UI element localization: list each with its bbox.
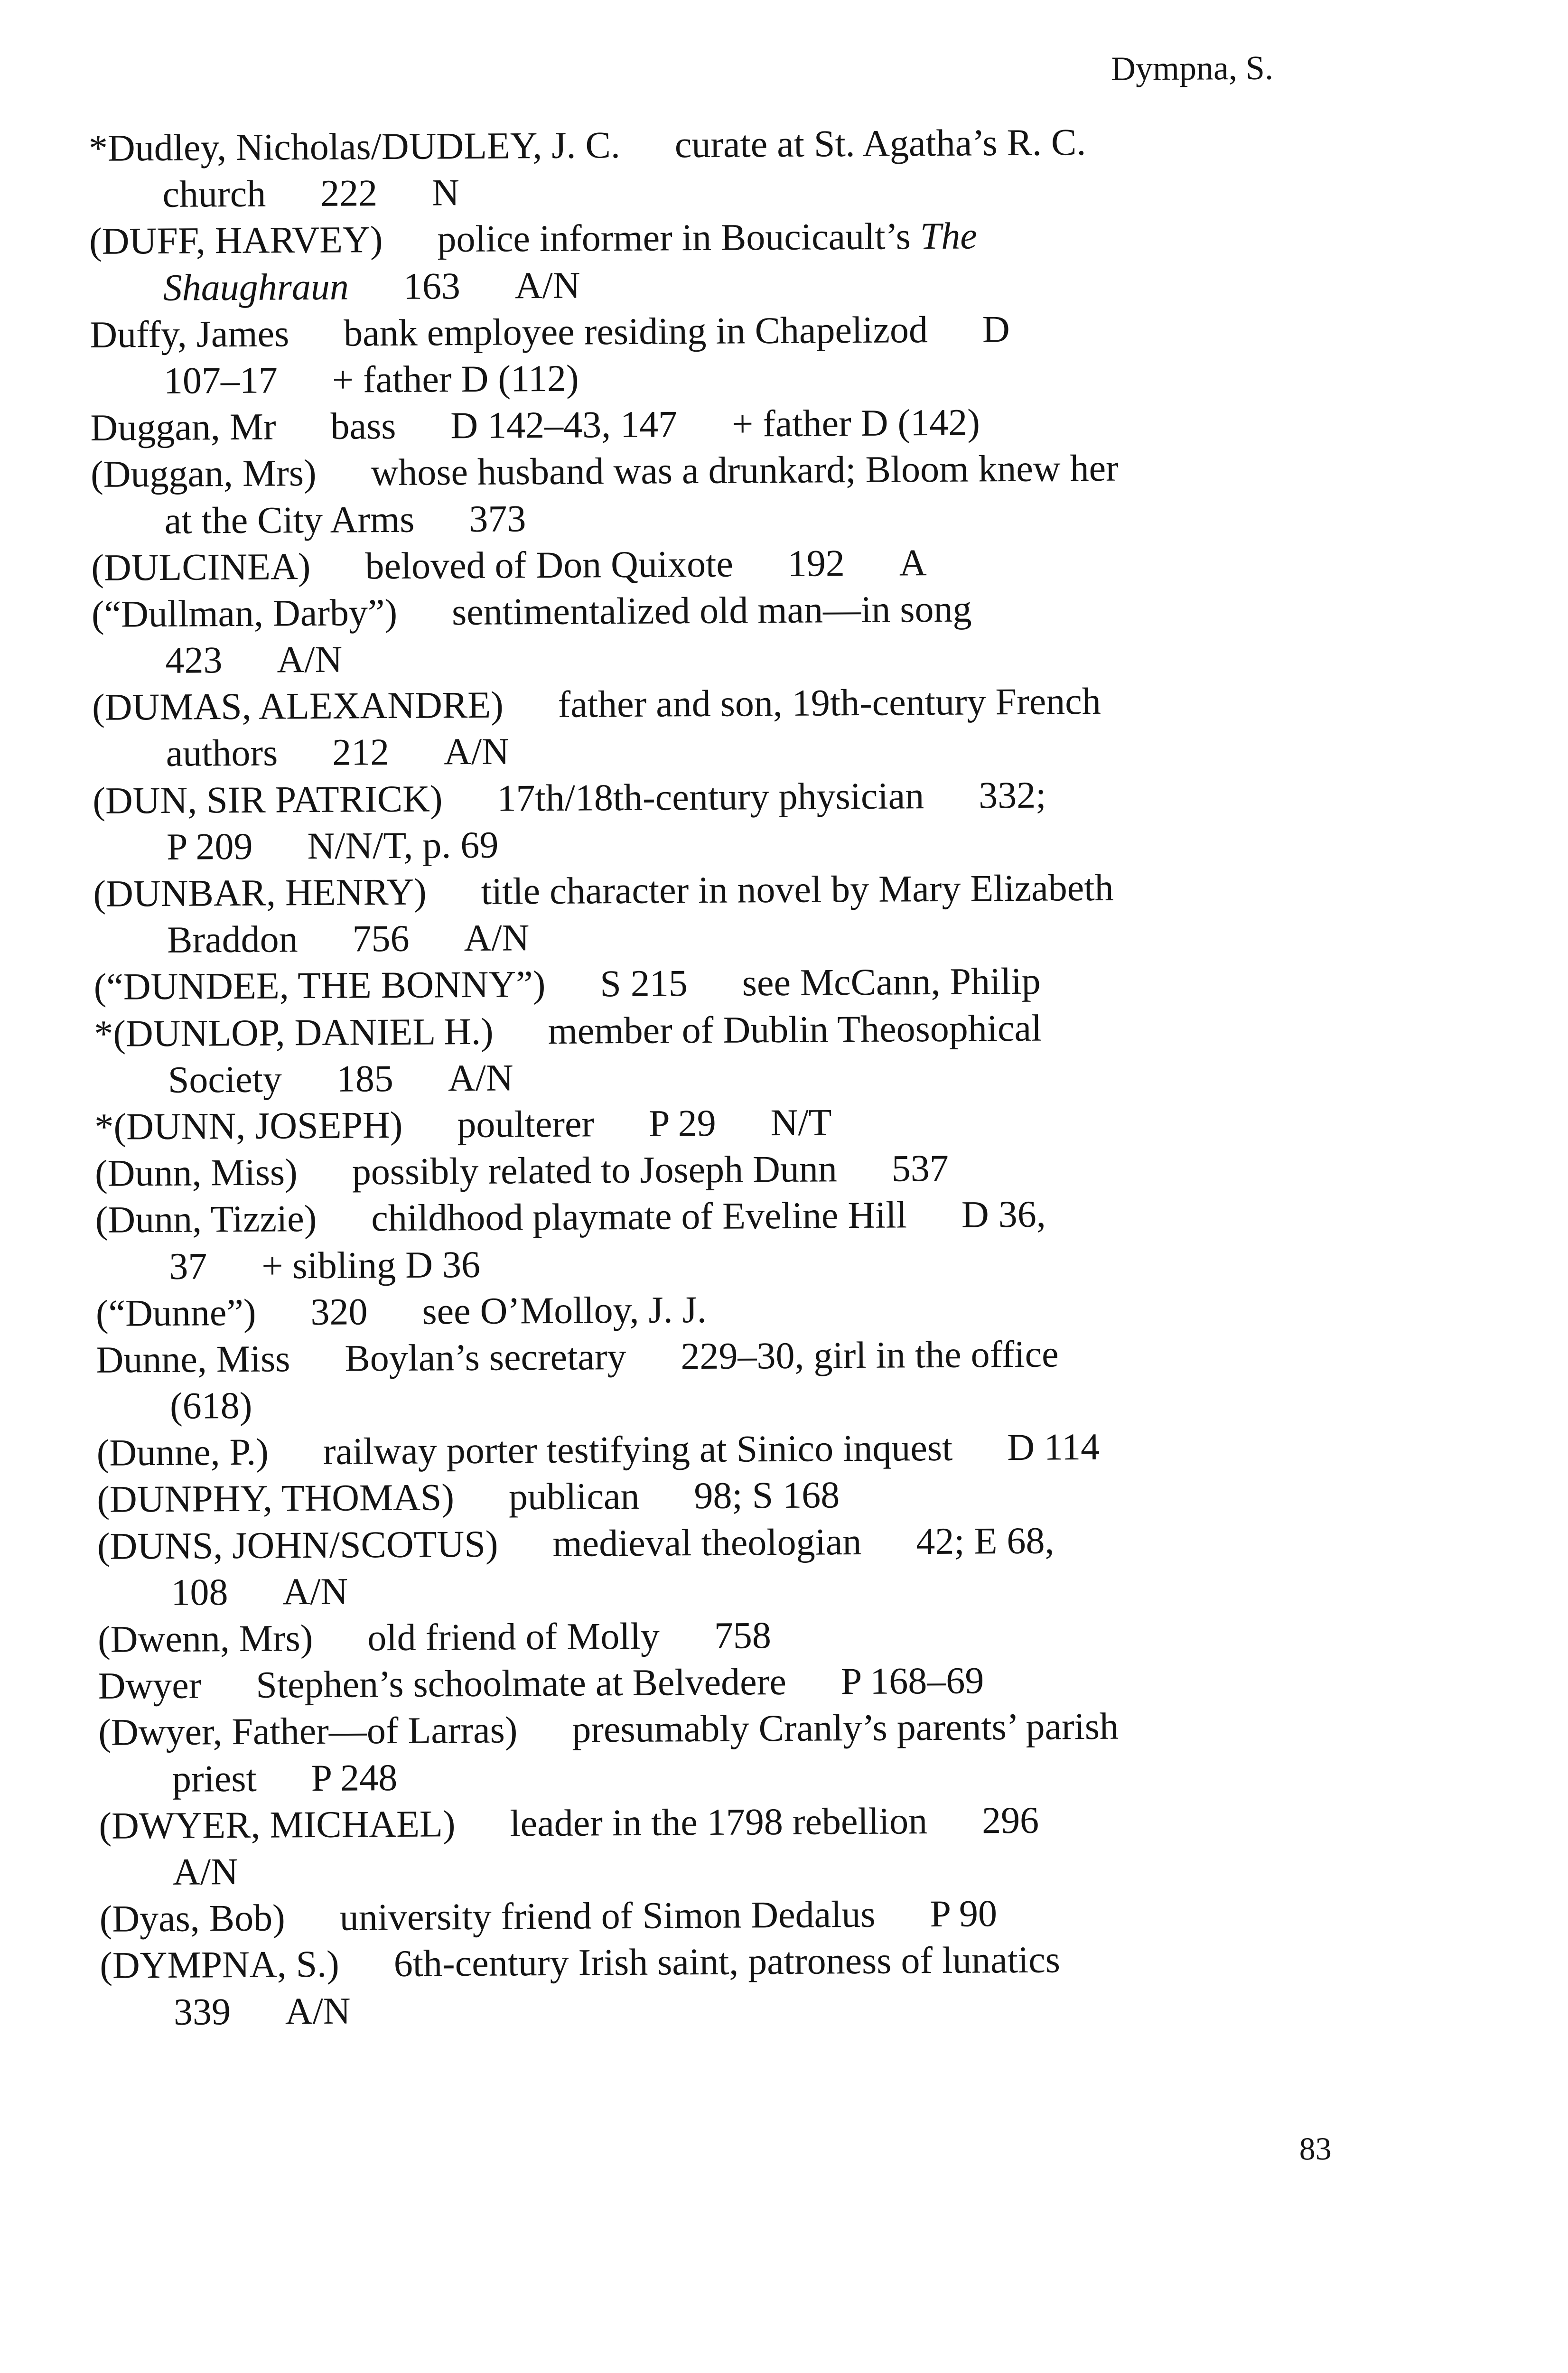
tab-space <box>403 1137 457 1138</box>
entry-segment: bank employee residing in Chapelizod <box>343 308 928 355</box>
tab-space <box>620 157 675 158</box>
entry-segment-head: Shaughraun <box>163 266 349 309</box>
entry-segment: D 36, <box>961 1193 1046 1236</box>
entry-segment-head: (Dunn, Tizzie) <box>95 1198 317 1242</box>
tab-space <box>317 1231 372 1232</box>
entry-segment: 185 <box>336 1057 394 1100</box>
entry-segment-head: (DULCINEA) <box>91 545 311 589</box>
index-entry-continuation <box>99 1842 1315 1896</box>
entry-segment-head: (“Dullman, Darby”) <box>91 591 398 635</box>
entry-segment: poulterer <box>457 1103 595 1146</box>
running-head: Dympna, S. <box>1111 48 1274 88</box>
index-entry-line <box>93 770 1308 824</box>
tab-space <box>282 1091 336 1092</box>
index-entry-line <box>90 304 1305 358</box>
entry-segment: D 142–43, 147 <box>450 403 678 447</box>
entry-segment-head: (DUFF, HARVEY) <box>89 219 383 263</box>
tab-space <box>396 438 451 439</box>
entry-segment-head: (Dyas, Bob) <box>99 1897 286 1940</box>
entry-segment: A/N <box>443 730 510 773</box>
entry-segment: publican <box>508 1476 640 1518</box>
entry-segment-head: Society <box>168 1058 282 1101</box>
entry-segment-head: (Dunne, P.) <box>96 1431 269 1475</box>
entry-segment: A/N <box>448 1057 513 1100</box>
entry-segment-head: (“DUNDEE, THE BONNY”) <box>93 963 546 1009</box>
entry-segment: + father D (142) <box>731 402 980 445</box>
entry-segment-head: at the City Arms <box>164 498 415 542</box>
entry-segment: curate at St. Agatha’s R. C. <box>674 121 1086 166</box>
entry-segment: N <box>431 172 460 214</box>
tab-space <box>907 1227 961 1228</box>
index-entry-continuation <box>89 164 1304 218</box>
entry-segment: N/N/T, p. 69 <box>307 824 499 867</box>
tab-space <box>876 1926 930 1927</box>
tab-space <box>837 1181 892 1182</box>
tab-space <box>339 1976 394 1977</box>
index-entry-continuation <box>91 491 1306 545</box>
index-entry-line <box>89 118 1304 172</box>
entry-segment-head: 339 <box>173 1990 231 2033</box>
tab-space <box>313 1650 368 1651</box>
entry-segment: D <box>982 308 1010 351</box>
entry-segment-head: church <box>162 173 266 216</box>
index-entry-line <box>90 397 1306 451</box>
index-entry-continuation <box>97 1562 1313 1616</box>
entry-segment-head: 108 <box>171 1571 228 1614</box>
entry-segment-head: *Dudley, Nicholas/DUDLEY, J. C. <box>88 124 621 169</box>
index-entry-line <box>91 537 1307 591</box>
entry-segment: A/N <box>464 917 530 960</box>
entry-segment: medieval theologian <box>552 1521 862 1565</box>
entry-segment: A/N <box>277 638 343 681</box>
entry-segment: P 90 <box>930 1893 998 1935</box>
entry-segment: 163 <box>403 265 461 308</box>
entry-segment: title character in novel by Mary Elizabeth <box>481 867 1114 913</box>
entry-segment: 758 <box>714 1615 772 1657</box>
tab-space <box>460 298 515 299</box>
entry-segment-head: P 209 <box>166 825 253 868</box>
italic-title-fragment: The <box>920 215 978 258</box>
tab-space <box>845 575 899 576</box>
entry-segment: 192 <box>787 542 845 585</box>
index-entry-continuation <box>93 910 1309 964</box>
index-entry-line <box>93 957 1309 1011</box>
index-entry-continuation <box>89 258 1305 312</box>
entry-segment-head: Dunne, Miss <box>96 1338 290 1381</box>
entry-segment: 98; S 168 <box>694 1474 840 1517</box>
entry-segment: 296 <box>981 1799 1039 1842</box>
entry-segment: see McCann, Philip <box>742 961 1041 1004</box>
index-entry-line <box>89 211 1305 265</box>
entry-segment: 332; <box>978 774 1046 817</box>
index-entry-line <box>99 1888 1315 1943</box>
entry-segment-head: Braddon <box>167 918 298 962</box>
index-entry-line <box>92 584 1307 638</box>
index-entry-continuation <box>94 1050 1310 1104</box>
entry-segment-head: Dwyer <box>98 1664 202 1707</box>
entry-segment-head: (DYMPNA, S.) <box>100 1943 340 1987</box>
index-entry-line <box>98 1655 1313 1710</box>
entry-segment: whose husband was a drunkard; Bloom knew her <box>371 447 1119 494</box>
entry-segment-head: A/N <box>172 1850 239 1893</box>
index-entry-continuation <box>95 1236 1311 1290</box>
entry-segment-head: (Duggan, Mrs) <box>90 452 317 496</box>
entry-segment-head: (618) <box>169 1384 252 1427</box>
index-entry-continuation <box>93 817 1308 871</box>
entry-segment: 6th-century Irish saint, patroness of lunatics <box>393 1939 1061 1985</box>
entry-segment-head: Duggan, Mr <box>90 406 276 449</box>
entry-segment: see O’Molloy, J. J. <box>422 1289 707 1333</box>
entry-segment-head: (DWYER, MICHAEL) <box>99 1803 456 1847</box>
entry-segment: + sibling D 36 <box>261 1243 481 1287</box>
tab-space <box>207 1278 261 1279</box>
entry-segment-head: (Dwenn, Mrs) <box>97 1617 313 1661</box>
index-entry-line <box>96 1422 1312 1476</box>
entry-segment: 756 <box>352 917 410 960</box>
entry-segment: university friend of Simon Dedalus <box>339 1893 876 1939</box>
entry-segment: P 29 <box>648 1102 716 1145</box>
entry-segment: D 114 <box>1007 1426 1100 1469</box>
entry-segment: old friend of Molly <box>367 1615 660 1659</box>
tab-space <box>278 765 332 766</box>
index-entry-line <box>98 1702 1314 1756</box>
entry-segment: 320 <box>310 1291 368 1333</box>
tab-space <box>716 1135 771 1136</box>
index-entry-line <box>91 444 1306 498</box>
entry-segment: A/N <box>285 1990 351 2032</box>
tab-space <box>518 1742 572 1743</box>
entry-segment-head: *(DUNN, JOSEPH) <box>94 1104 403 1148</box>
entry-segment: 42; E 68, <box>916 1520 1055 1562</box>
index-entry-line <box>97 1516 1313 1570</box>
tab-space <box>414 531 469 532</box>
entry-segment: father and son, 19th-century French <box>558 681 1101 726</box>
tab-space <box>278 392 332 393</box>
entry-segment: 17th/18th-century physician <box>497 775 924 820</box>
tab-space <box>269 1464 323 1465</box>
entry-segment: + father D (112) <box>332 357 579 401</box>
index-entry-line <box>96 1329 1311 1383</box>
tab-space <box>660 1648 714 1649</box>
entry-segment: 212 <box>332 731 390 774</box>
entry-segment-head: authors <box>166 732 278 775</box>
entry-segment: bass <box>330 405 396 448</box>
index-entry-line <box>93 863 1308 917</box>
index-entry-line <box>92 677 1307 731</box>
index-entry-line <box>99 1795 1314 1850</box>
entry-segment: 222 <box>320 172 378 215</box>
entry-segment: 229–30, girl in the office <box>681 1333 1059 1378</box>
entry-segment: A/N <box>282 1570 348 1613</box>
tab-space <box>427 904 481 905</box>
entry-segment-head: (DUMAS, ALEXANDRE) <box>92 684 504 729</box>
entry-segment: police informer in Boucicault’s The <box>437 215 978 261</box>
entry-segment-head: 37 <box>169 1245 207 1288</box>
index-entry-continuation <box>92 630 1307 684</box>
page-number: 83 <box>1299 2130 1332 2167</box>
entry-segment: sentimentalized old man—in song <box>451 588 972 634</box>
index-entry-continuation <box>96 1376 1312 1430</box>
entry-segment: possibly related to Joseph Dunn <box>352 1148 838 1193</box>
entry-segment: member of Dublin Theosophical <box>548 1007 1042 1052</box>
entry-segment-head: 107–17 <box>163 359 278 402</box>
entry-segment: railway porter testifying at Sinico inquest <box>323 1427 953 1473</box>
entry-segment: Stephen’s schoolmate at Belvedere <box>256 1661 787 1706</box>
entry-segment: A <box>899 542 927 584</box>
tab-space <box>498 1556 553 1557</box>
index-entry-continuation <box>100 1982 1316 2036</box>
entry-segment-head: (Dwyer, Father—of Larras) <box>98 1709 518 1754</box>
entry-segment: Boylan’s secretary <box>345 1336 626 1380</box>
entry-segment-head: (“Dunne”) <box>95 1291 256 1335</box>
index-entry-continuation <box>99 1749 1314 1803</box>
tab-space <box>228 1604 283 1605</box>
entry-segment: P 248 <box>311 1756 398 1799</box>
entry-segment-head: (DUNPHY, THOMAS) <box>97 1476 455 1521</box>
tab-space <box>733 576 788 577</box>
index-entry-line <box>95 1189 1310 1243</box>
index-entry-line <box>95 1143 1310 1197</box>
tab-space <box>504 717 558 718</box>
entry-segment: P 168–69 <box>840 1660 984 1703</box>
entry-segment: beloved of Don Quixote <box>365 543 734 588</box>
entry-segment-head: (Dunn, Miss) <box>94 1151 298 1195</box>
entry-segment: A/N <box>514 264 580 307</box>
index-entry-line <box>96 1283 1311 1337</box>
entry-segment-head: (DUNBAR, HENRY) <box>93 871 427 915</box>
entry-segment: childhood playmate of Eveline Hill <box>371 1194 907 1240</box>
index-entry-line <box>94 1003 1309 1057</box>
entry-segment: presumably Cranly’s parents’ parish <box>572 1706 1119 1751</box>
tab-space <box>285 1930 340 1931</box>
index-entry-line <box>100 1935 1315 1989</box>
index-entry-line <box>97 1469 1312 1523</box>
entry-segment: S 215 <box>600 962 688 1005</box>
entry-segment: 373 <box>469 497 526 540</box>
entry-segment: 537 <box>891 1147 949 1190</box>
index-entry-line <box>94 1096 1310 1150</box>
entry-segment: leader in the 1798 rebellion <box>510 1800 928 1845</box>
entry-segment-head: priest <box>172 1757 257 1800</box>
index-entry-line <box>98 1609 1313 1663</box>
index-entries <box>89 118 1316 2036</box>
tab-space <box>594 1136 649 1137</box>
entry-segment: N/T <box>770 1102 832 1144</box>
entry-segment-head: 423 <box>165 639 223 682</box>
entry-segment-head: Duffy, James <box>90 313 289 356</box>
entry-segment-head: *(DUNLOP, DANIEL H.) <box>94 1010 494 1055</box>
index-entry-continuation <box>90 351 1306 405</box>
index-entry-continuation <box>92 724 1307 778</box>
entry-segment-head: (DUN, SIR PATRICK) <box>93 777 443 822</box>
entry-segment-head: (DUNS, JOHN/SCOTUS) <box>97 1523 498 1568</box>
